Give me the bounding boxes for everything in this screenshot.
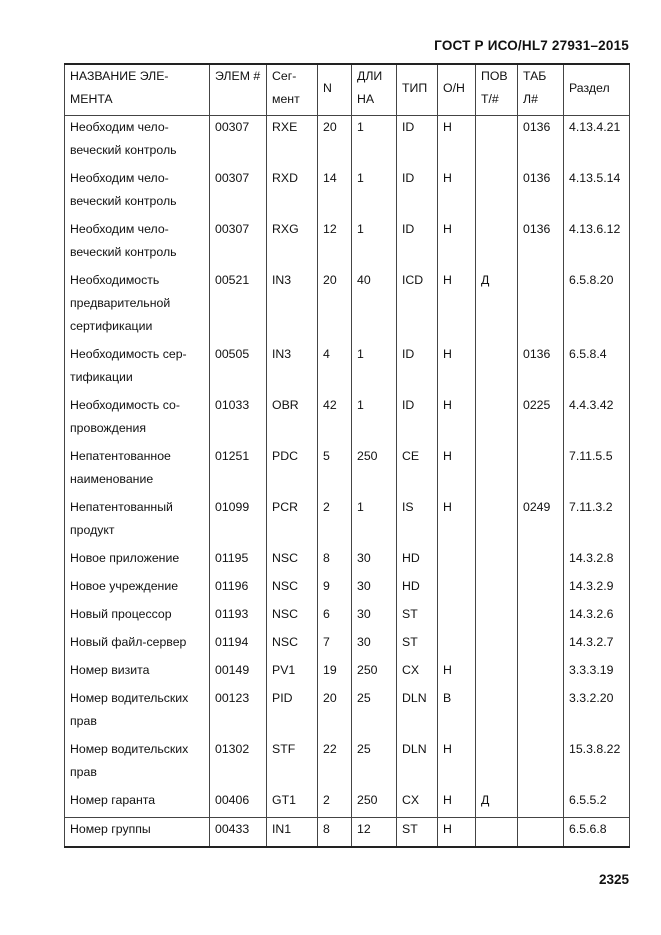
cell-element-number: 01195 xyxy=(210,547,267,575)
cell-repeat xyxy=(476,116,518,168)
cell-name: Необходим чело-веческий контроль xyxy=(65,167,210,218)
cell-n: 19 xyxy=(318,659,352,687)
cell-n: 6 xyxy=(318,603,352,631)
cell-repeat xyxy=(476,218,518,269)
cell-section: 4.13.5.14 xyxy=(564,167,630,218)
cell-table-number xyxy=(518,789,564,818)
cell-table-number: 0136 xyxy=(518,167,564,218)
cell-repeat xyxy=(476,394,518,445)
table-row xyxy=(65,818,630,848)
cell-optionality: Н xyxy=(438,789,476,818)
cell-n: 12 xyxy=(318,218,352,269)
col-header-length: ДЛИ НА xyxy=(352,64,397,116)
cell-name: Необходим чело-веческий контроль xyxy=(65,218,210,269)
cell-name: Новое приложение xyxy=(65,547,210,575)
table-row xyxy=(65,167,630,218)
cell-table-number xyxy=(518,631,564,659)
cell-n: 22 xyxy=(318,738,352,789)
cell-n: 2 xyxy=(318,789,352,818)
cell-name: Необходим чело-веческий контроль xyxy=(65,116,210,168)
cell-table-number xyxy=(518,818,564,848)
cell-length: 1 xyxy=(352,394,397,445)
cell-optionality xyxy=(438,547,476,575)
table-row xyxy=(65,218,630,269)
cell-repeat xyxy=(476,818,518,848)
cell-element-number: 00406 xyxy=(210,789,267,818)
cell-type: ST xyxy=(397,631,438,659)
col-header-repeat: ПОВ Т/# xyxy=(476,64,518,116)
cell-element-number: 01302 xyxy=(210,738,267,789)
table-row xyxy=(65,738,630,789)
cell-repeat xyxy=(476,445,518,496)
table-row xyxy=(65,445,630,496)
cell-length: 1 xyxy=(352,496,397,547)
cell-length: 250 xyxy=(352,659,397,687)
cell-optionality xyxy=(438,575,476,603)
cell-n: 20 xyxy=(318,687,352,738)
table-row xyxy=(65,687,630,738)
cell-segment: IN3 xyxy=(267,269,318,343)
cell-segment: IN1 xyxy=(267,818,318,848)
cell-optionality: Н xyxy=(438,394,476,445)
cell-segment: RXD xyxy=(267,167,318,218)
cell-optionality: Н xyxy=(438,818,476,848)
cell-table-number: 0249 xyxy=(518,496,564,547)
cell-table-number xyxy=(518,547,564,575)
cell-segment: RXG xyxy=(267,218,318,269)
cell-segment: NSC xyxy=(267,547,318,575)
cell-section: 14.3.2.9 xyxy=(564,575,630,603)
cell-name: Номер гаранта xyxy=(65,789,210,818)
cell-element-number: 00433 xyxy=(210,818,267,848)
cell-table-number xyxy=(518,659,564,687)
cell-element-number: 00307 xyxy=(210,167,267,218)
cell-repeat xyxy=(476,738,518,789)
cell-section: 15.3.8.22 xyxy=(564,738,630,789)
table-row xyxy=(65,547,630,575)
cell-n: 5 xyxy=(318,445,352,496)
cell-optionality: Н xyxy=(438,269,476,343)
cell-segment: PV1 xyxy=(267,659,318,687)
cell-element-number: 01251 xyxy=(210,445,267,496)
cell-length: 250 xyxy=(352,789,397,818)
cell-name: Номер группы xyxy=(65,818,210,848)
col-header-optionality: О/Н xyxy=(438,64,476,116)
cell-repeat xyxy=(476,343,518,394)
table-row xyxy=(65,394,630,445)
cell-section: 4.13.6.12 xyxy=(564,218,630,269)
data-elements-table xyxy=(64,63,630,848)
cell-section: 6.5.6.8 xyxy=(564,818,630,848)
cell-section: 7.11.3.2 xyxy=(564,496,630,547)
cell-segment: IN3 xyxy=(267,343,318,394)
cell-repeat xyxy=(476,496,518,547)
table-row xyxy=(65,631,630,659)
cell-length: 30 xyxy=(352,547,397,575)
cell-table-number: 0136 xyxy=(518,343,564,394)
cell-length: 30 xyxy=(352,575,397,603)
cell-type: HD xyxy=(397,575,438,603)
cell-type: ID xyxy=(397,116,438,168)
cell-repeat xyxy=(476,575,518,603)
cell-type: DLN xyxy=(397,687,438,738)
cell-table-number xyxy=(518,687,564,738)
cell-element-number: 01033 xyxy=(210,394,267,445)
cell-table-number xyxy=(518,445,564,496)
document-code: ГОСТ Р ИСО/HL7 27931–2015 xyxy=(434,38,629,53)
col-header-table-number: ТАБ Л# xyxy=(518,64,564,116)
table-row xyxy=(65,789,630,818)
col-header-section: Раздел xyxy=(564,64,630,116)
cell-optionality xyxy=(438,631,476,659)
cell-length: 30 xyxy=(352,631,397,659)
cell-name: Номер водительских прав xyxy=(65,687,210,738)
cell-n: 20 xyxy=(318,269,352,343)
cell-optionality: Н xyxy=(438,116,476,168)
cell-section: 14.3.2.6 xyxy=(564,603,630,631)
cell-type: ID xyxy=(397,167,438,218)
cell-optionality: Н xyxy=(438,738,476,789)
cell-type: CX xyxy=(397,789,438,818)
cell-repeat xyxy=(476,687,518,738)
page-number: 2325 xyxy=(598,872,629,887)
cell-element-number: 00149 xyxy=(210,659,267,687)
cell-table-number: 0136 xyxy=(518,218,564,269)
cell-section: 14.3.2.7 xyxy=(564,631,630,659)
cell-optionality: Н xyxy=(438,218,476,269)
cell-length: 250 xyxy=(352,445,397,496)
cell-element-number: 01194 xyxy=(210,631,267,659)
cell-element-number: 01196 xyxy=(210,575,267,603)
cell-length: 25 xyxy=(352,738,397,789)
cell-name: Новый файл-сервер xyxy=(65,631,210,659)
cell-section: 3.3.2.20 xyxy=(564,687,630,738)
cell-segment: PID xyxy=(267,687,318,738)
cell-name: Непатентованное наименование xyxy=(65,445,210,496)
cell-element-number: 00505 xyxy=(210,343,267,394)
cell-section: 6.5.5.2 xyxy=(564,789,630,818)
cell-table-number xyxy=(518,738,564,789)
cell-repeat: Д xyxy=(476,789,518,818)
cell-section: 6.5.8.20 xyxy=(564,269,630,343)
cell-repeat xyxy=(476,603,518,631)
cell-element-number: 00521 xyxy=(210,269,267,343)
cell-type: CX xyxy=(397,659,438,687)
cell-repeat xyxy=(476,547,518,575)
cell-segment: STF xyxy=(267,738,318,789)
cell-section: 3.3.3.19 xyxy=(564,659,630,687)
cell-element-number: 01099 xyxy=(210,496,267,547)
cell-length: 1 xyxy=(352,116,397,168)
cell-name: Номер водительских прав xyxy=(65,738,210,789)
cell-name: Новый процессор xyxy=(65,603,210,631)
cell-segment: NSC xyxy=(267,603,318,631)
cell-table-number: 0225 xyxy=(518,394,564,445)
cell-repeat: Д xyxy=(476,269,518,343)
cell-type: ID xyxy=(397,218,438,269)
table-header-row xyxy=(65,64,630,116)
cell-table-number xyxy=(518,269,564,343)
table-row xyxy=(65,496,630,547)
cell-type: IS xyxy=(397,496,438,547)
cell-optionality xyxy=(438,603,476,631)
cell-section: 14.3.2.8 xyxy=(564,547,630,575)
cell-name: Непатентованный продукт xyxy=(65,496,210,547)
cell-section: 4.13.4.21 xyxy=(564,116,630,168)
table-row xyxy=(65,343,630,394)
table-row xyxy=(65,575,630,603)
cell-n: 14 xyxy=(318,167,352,218)
cell-segment: PDC xyxy=(267,445,318,496)
cell-repeat xyxy=(476,659,518,687)
cell-length: 12 xyxy=(352,818,397,848)
cell-name: Номер визита xyxy=(65,659,210,687)
cell-type: ID xyxy=(397,394,438,445)
table-row xyxy=(65,269,630,343)
cell-table-number xyxy=(518,603,564,631)
cell-element-number: 00307 xyxy=(210,116,267,168)
cell-name: Необходимость сер-тификации xyxy=(65,343,210,394)
cell-element-number: 01193 xyxy=(210,603,267,631)
cell-element-number: 00123 xyxy=(210,687,267,738)
cell-name: Новое учреждение xyxy=(65,575,210,603)
cell-segment: OBR xyxy=(267,394,318,445)
cell-section: 6.5.8.4 xyxy=(564,343,630,394)
cell-n: 4 xyxy=(318,343,352,394)
cell-n: 2 xyxy=(318,496,352,547)
cell-n: 9 xyxy=(318,575,352,603)
col-header-name: НАЗВАНИЕ ЭЛЕ-МЕНТА xyxy=(65,64,210,116)
cell-segment: GT1 xyxy=(267,789,318,818)
cell-length: 1 xyxy=(352,343,397,394)
cell-n: 8 xyxy=(318,547,352,575)
cell-name: Необходимость со-провождения xyxy=(65,394,210,445)
table-row xyxy=(65,116,630,168)
cell-length: 1 xyxy=(352,218,397,269)
cell-n: 7 xyxy=(318,631,352,659)
cell-length: 25 xyxy=(352,687,397,738)
col-header-type: ТИП xyxy=(397,64,438,116)
col-header-element-number: ЭЛЕМ # xyxy=(210,64,267,116)
cell-optionality: В xyxy=(438,687,476,738)
cell-length: 40 xyxy=(352,269,397,343)
table-row xyxy=(65,603,630,631)
cell-n: 8 xyxy=(318,818,352,848)
cell-type: ST xyxy=(397,818,438,848)
cell-length: 1 xyxy=(352,167,397,218)
cell-repeat xyxy=(476,167,518,218)
cell-element-number: 00307 xyxy=(210,218,267,269)
table-row xyxy=(65,659,630,687)
cell-segment: NSC xyxy=(267,575,318,603)
cell-name: Необходимость предварительной сертификации xyxy=(65,269,210,343)
cell-repeat xyxy=(476,631,518,659)
cell-type: DLN xyxy=(397,738,438,789)
cell-type: CE xyxy=(397,445,438,496)
cell-type: ICD xyxy=(397,269,438,343)
cell-type: ST xyxy=(397,603,438,631)
cell-optionality: Н xyxy=(438,659,476,687)
cell-table-number: 0136 xyxy=(518,116,564,168)
cell-type: HD xyxy=(397,547,438,575)
col-header-segment: Сег-мент xyxy=(267,64,318,116)
cell-type: ID xyxy=(397,343,438,394)
cell-segment: RXE xyxy=(267,116,318,168)
cell-n: 42 xyxy=(318,394,352,445)
cell-segment: PCR xyxy=(267,496,318,547)
cell-optionality: Н xyxy=(438,167,476,218)
cell-optionality: Н xyxy=(438,343,476,394)
cell-section: 4.4.3.42 xyxy=(564,394,630,445)
cell-section: 7.11.5.5 xyxy=(564,445,630,496)
cell-length: 30 xyxy=(352,603,397,631)
cell-optionality: Н xyxy=(438,445,476,496)
cell-optionality: Н xyxy=(438,496,476,547)
cell-segment: NSC xyxy=(267,631,318,659)
cell-n: 20 xyxy=(318,116,352,168)
cell-table-number xyxy=(518,575,564,603)
col-header-n: N xyxy=(318,64,352,116)
